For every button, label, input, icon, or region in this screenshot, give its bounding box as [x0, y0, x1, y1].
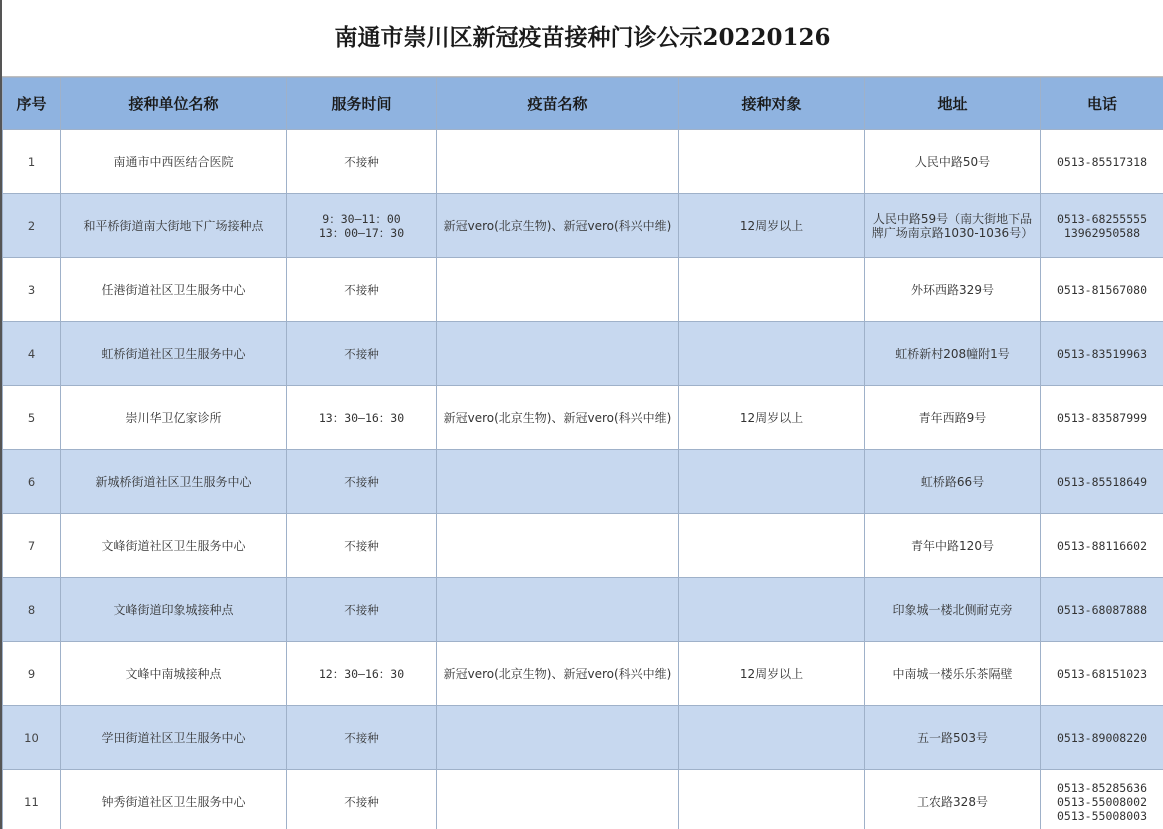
cell-service-time-line: 不接种 [344, 154, 379, 169]
cell-phone [1041, 642, 1163, 706]
cell-seq: 7 [3, 514, 61, 578]
cell-service-time [287, 258, 437, 322]
cell-address: 人民中路59号（南大街地下品牌广场南京路1030-1036号） [865, 194, 1041, 258]
cell-vaccine-name [437, 450, 679, 514]
table-row[interactable] [3, 322, 1163, 386]
cell-service-time [287, 514, 437, 578]
cell-phone-line: 0513-85517318 [1056, 154, 1147, 169]
cell-service-time-line: 不接种 [344, 794, 379, 809]
cell-phone [1041, 322, 1163, 386]
cell-unit-name: 文峰中南城接种点 [61, 642, 287, 706]
table-row[interactable] [3, 642, 1163, 706]
cell-service-time-line: 不接种 [344, 346, 379, 361]
cell-service-time-line: 13：30—16：30 [318, 410, 405, 425]
cell-seq: 9 [3, 642, 61, 706]
cell-seq: 8 [3, 578, 61, 642]
cell-address: 虹桥路66号 [865, 450, 1041, 514]
cell-vaccine-name: 新冠vero(北京生物)、新冠vero(科兴中维) [437, 194, 679, 258]
cell-target-group: 12周岁以上 [679, 194, 865, 258]
cell-address: 人民中路50号 [865, 130, 1041, 194]
table-row[interactable] [3, 706, 1163, 770]
cell-service-time [287, 642, 437, 706]
column-header-unit[interactable]: 接种单位名称 [61, 78, 287, 130]
cell-vaccine-name: 新冠vero(北京生物)、新冠vero(科兴中维) [437, 642, 679, 706]
cell-vaccine-name: 新冠vero(北京生物)、新冠vero(科兴中维) [437, 386, 679, 450]
cell-service-time-line: 不接种 [344, 602, 379, 617]
cell-vaccine-name [437, 770, 679, 829]
cell-service-time-line: 9：30—11：00 [322, 211, 401, 226]
cell-phone-line: 0513-83587999 [1056, 410, 1147, 425]
cell-target-group [679, 450, 865, 514]
cell-phone-line: 0513-55008002 [1056, 794, 1147, 809]
cell-vaccine-name [437, 322, 679, 386]
cell-phone-line: 0513-85285636 [1056, 780, 1147, 795]
table-row[interactable] [3, 578, 1163, 642]
cell-target-group [679, 706, 865, 770]
table-row[interactable] [3, 770, 1163, 829]
cell-target-group [679, 322, 865, 386]
cell-phone-line: 0513-89008220 [1056, 730, 1147, 745]
clinic-table [2, 77, 1163, 829]
cell-vaccine-name [437, 258, 679, 322]
cell-address: 青年中路120号 [865, 514, 1041, 578]
cell-seq: 11 [3, 770, 61, 829]
cell-unit-name: 文峰街道印象城接种点 [61, 578, 287, 642]
column-header-seq[interactable]: 序号 [3, 78, 61, 130]
cell-target-group [679, 578, 865, 642]
cell-address: 青年西路9号 [865, 386, 1041, 450]
cell-target-group [679, 130, 865, 194]
cell-phone [1041, 386, 1163, 450]
cell-seq: 2 [3, 194, 61, 258]
cell-phone [1041, 578, 1163, 642]
column-header-phone[interactable]: 电话 [1041, 78, 1163, 130]
cell-service-time-line: 不接种 [344, 730, 379, 745]
cell-unit-name: 学田街道社区卫生服务中心 [61, 706, 287, 770]
cell-phone [1041, 706, 1163, 770]
cell-service-time [287, 194, 437, 258]
cell-service-time [287, 450, 437, 514]
cell-phone-line: 0513-83519963 [1056, 346, 1147, 361]
cell-address: 五一路503号 [865, 706, 1041, 770]
column-header-target[interactable]: 接种对象 [679, 78, 865, 130]
cell-seq: 1 [3, 130, 61, 194]
table-row[interactable] [3, 194, 1163, 258]
table-row[interactable] [3, 130, 1163, 194]
cell-phone [1041, 194, 1163, 258]
cell-target-group: 12周岁以上 [679, 386, 865, 450]
cell-phone-line: 0513-68087888 [1056, 602, 1147, 617]
cell-phone [1041, 450, 1163, 514]
cell-unit-name: 新城桥街道社区卫生服务中心 [61, 450, 287, 514]
cell-unit-name: 任港街道社区卫生服务中心 [61, 258, 287, 322]
cell-seq: 3 [3, 258, 61, 322]
cell-seq: 6 [3, 450, 61, 514]
cell-phone-line: 0513-81567080 [1056, 282, 1147, 297]
cell-address: 工农路328号 [865, 770, 1041, 829]
table-row[interactable] [3, 514, 1163, 578]
table-header-row [3, 78, 1163, 130]
cell-phone-line: 0513-55008003 [1056, 808, 1147, 823]
cell-service-time-line: 不接种 [344, 282, 379, 297]
cell-seq: 10 [3, 706, 61, 770]
cell-phone-line: 0513-68151023 [1056, 666, 1147, 681]
cell-vaccine-name [437, 706, 679, 770]
cell-unit-name: 南通市中西医结合医院 [61, 130, 287, 194]
cell-service-time [287, 322, 437, 386]
cell-target-group [679, 770, 865, 829]
column-header-vaccine[interactable]: 疫苗名称 [437, 78, 679, 130]
cell-target-group [679, 514, 865, 578]
cell-vaccine-name [437, 130, 679, 194]
cell-service-time [287, 770, 437, 829]
cell-unit-name: 和平桥街道南大街地下广场接种点 [61, 194, 287, 258]
table-row[interactable] [3, 450, 1163, 514]
cell-phone [1041, 770, 1163, 829]
cell-phone [1041, 130, 1163, 194]
cell-unit-name: 文峰街道社区卫生服务中心 [61, 514, 287, 578]
cell-seq: 4 [3, 322, 61, 386]
cell-service-time-line: 12：30—16：30 [318, 666, 405, 681]
cell-service-time [287, 578, 437, 642]
cell-address: 外环西路329号 [865, 258, 1041, 322]
cell-service-time-line: 13：00—17：30 [318, 225, 405, 240]
cell-phone-line: 13962950588 [1063, 225, 1141, 240]
table-row[interactable] [3, 386, 1163, 450]
cell-target-group [679, 258, 865, 322]
table-body [3, 130, 1163, 829]
column-header-address[interactable]: 地址 [865, 78, 1041, 130]
cell-service-time [287, 130, 437, 194]
cell-service-time [287, 706, 437, 770]
cell-address: 虹桥新村208幢附1号 [865, 322, 1041, 386]
cell-unit-name: 崇川华卫亿家诊所 [61, 386, 287, 450]
cell-address: 印象城一楼北侧耐克旁 [865, 578, 1041, 642]
cell-vaccine-name [437, 514, 679, 578]
cell-unit-name: 虹桥街道社区卫生服务中心 [61, 322, 287, 386]
cell-target-group: 12周岁以上 [679, 642, 865, 706]
cell-address: 中南城一楼乐乐茶隔壁 [865, 642, 1041, 706]
cell-phone-line: 0513-68255555 [1056, 211, 1147, 226]
cell-phone-line: 0513-88116602 [1056, 538, 1147, 553]
cell-vaccine-name [437, 578, 679, 642]
page-title: 南通市崇川区新冠疫苗接种门诊公示20220126 [2, 0, 1163, 77]
column-header-time[interactable]: 服务时间 [287, 78, 437, 130]
table-row[interactable] [3, 258, 1163, 322]
cell-service-time [287, 386, 437, 450]
cell-phone [1041, 258, 1163, 322]
cell-phone [1041, 514, 1163, 578]
cell-seq: 5 [3, 386, 61, 450]
cell-service-time-line: 不接种 [344, 538, 379, 553]
cell-service-time-line: 不接种 [344, 474, 379, 489]
cell-phone-line: 0513-85518649 [1056, 474, 1147, 489]
cell-unit-name: 钟秀街道社区卫生服务中心 [61, 770, 287, 829]
